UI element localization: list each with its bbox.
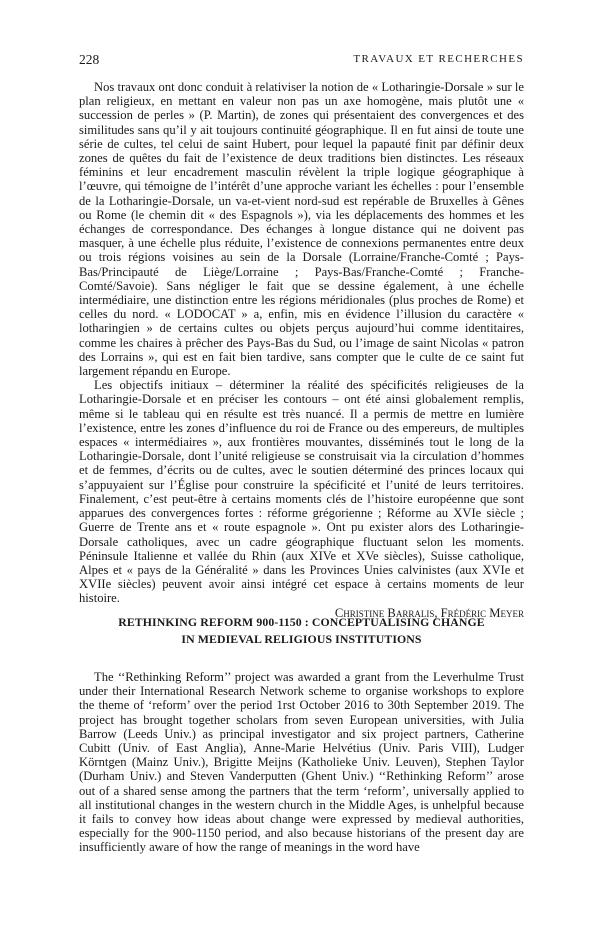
running-title: TRAVAUX ET RECHERCHES — [353, 53, 524, 65]
signature: Christine Barralis, Frédéric Meyer — [334, 605, 524, 620]
paragraph-1: Nos travaux ont donc conduit à relativiser la notion de « Lotharingie-Dorsale » sur le plan religieux, en mettant en valeur non pas un axe homogène, mais plutôt une « succession de perles » (P. Martin), de zones qui présentaient des convergences et des similitudes sans qu’il y ait toujours continuité géographique. Il en fut ainsi de toute une série de cultes, tel celui de saint Hubert, pour lequel la papauté finit par définir deux zones de quêtes du fait de l’existence de deux traditions bien distinctes. Les réseaux féminins et leur encadrement masculin révèlent la triple logique géographique à l’œuvre, qui témoigne de l’intérêt d’une approche variant les échelles : pour l’ensemble de la Lotharingie-Dorsale, un va-et-vient nord-sud est repérable de Bruxelles à Gênes ou Rome (le chemin dit « des Espagnols »), via les déplacements des hommes et les échanges de correspondance. Des échanges à longue distance qui ne doivent pas masquer, à une échelle plus réduite, l’existence de connexions permanentes entre deux ou trois régions voisines au sein de la Dorsale (Lorraine/Franche-Comté ; Pays-Bas/Principauté de Liège/Lorraine ; Pays-Bas/Franche-Comté ; Franche-Comté/Savoie). Sans négliger le fait que se dessine également, à une échelle intermédiaire, une distinction entre les régions méridionales (plus proches de Rome) et celles du nord. « LODOCAT » a, enfin, mis en évidence l’illusion du caractère « lotharingien » de certains cultes ou objets perçus aujourd’hui comme identitaires, comme les chaires à prêcher des Pays-Bas du Sud, ou l’image de saint Nicolas « patron des Lorrains », qui est en fait bien tardive, sans compter que le culte de ce saint fut largement répandu en Europe. — [79, 80, 524, 379]
page-number: 228 — [79, 52, 100, 67]
paragraph-2: Les objectifs initiaux – déterminer la réalité des spécificités religieuses de la Lotharingie-Dorsale et en préciser les contours – ont été ainsi globalement remplis, même si le tableau qui en résulte est très nuancé. Il a permis de mettre en lumière l’existence, entre les zones d’influence du roi de France ou des empereurs, de multiples espaces « intermédiaires », aux frontières mouvantes, disséminés tout le long de la Lotharingie-Dorsale, dont l’unité religieuse se construisait via la circulation d’hommes et de femmes, d’écrits ou de cultes, avec le soutien déterminé des princes locaux qui s’appuyaient sur l’Église pour construire la spécificité et l’unité de leurs territoires. Finalement, c’est peut-être à certains moments clés de l’histoire européenne que sont apparues des convergences fortes : réforme grégorienne ; Réforme au XVIe siècle ; Guerre de Trente ans et « route espagnole ». Ont pu exister alors des Lotharingie-Dorsale catholiques, avec un cadre géographique fluctuant selon les moments. Péninsule Italienne et vallée du Rhin (aux XIVe et XVe siècles), Suisse catholique, Alpes et « pays de la Généralité » dans les Provinces Unies calvinistes (aux XVIe et XVIIe siècles) peuvent avoir ainsi intégré cet espace à certains moments de leur histoire. — [79, 378, 524, 606]
paragraph-3: The ‘‘Rethinking Reform’’ project was awarded a grant from the Leverhulme Trust under their International Research Network scheme to organise workshops to explore the theme of ‘reform’ over the period 1rst October 2016 to 30th September 2019. The project has brought together scholars from seven European universities, with Julia Barrow (Leeds Univ.) as principal investigator and six project partners, Catherine Cubitt (Univ. of East Anglia), Anne-Marie Helvétius (Univ. Paris VIII), Ludger Körntgen (Mainz Univ.), Brigitte Meijns (Katholieke Univ. Leuven), Stephen Taylor (Durham Univ.) and Steven Vanderputten (Ghent Univ.) ‘‘Rethinking Reform’’ arose out of a shared sense among the partners that the term ‘reform’, universally applied to all institutional changes in the western church in the Middle Ages, is unhelpful because it fails to convey how ideas about change were expressed by medieval authorities, especially for the 900-1150 period, and also because historians of the present day are insufficiently aware of how the range of meanings in the word have — [79, 670, 524, 855]
section-title-line-1: RETHINKING REFORM 900-1150 : CONCEPTUALISING CHANGE — [118, 615, 485, 629]
section-lodocat — [79, 80, 524, 620]
section-title-line-2: IN MEDIEVAL RELIGIOUS INSTITUTIONS — [181, 632, 422, 646]
running-head — [79, 52, 524, 72]
section-title — [79, 614, 524, 648]
section-rethinking-reform — [79, 670, 524, 855]
